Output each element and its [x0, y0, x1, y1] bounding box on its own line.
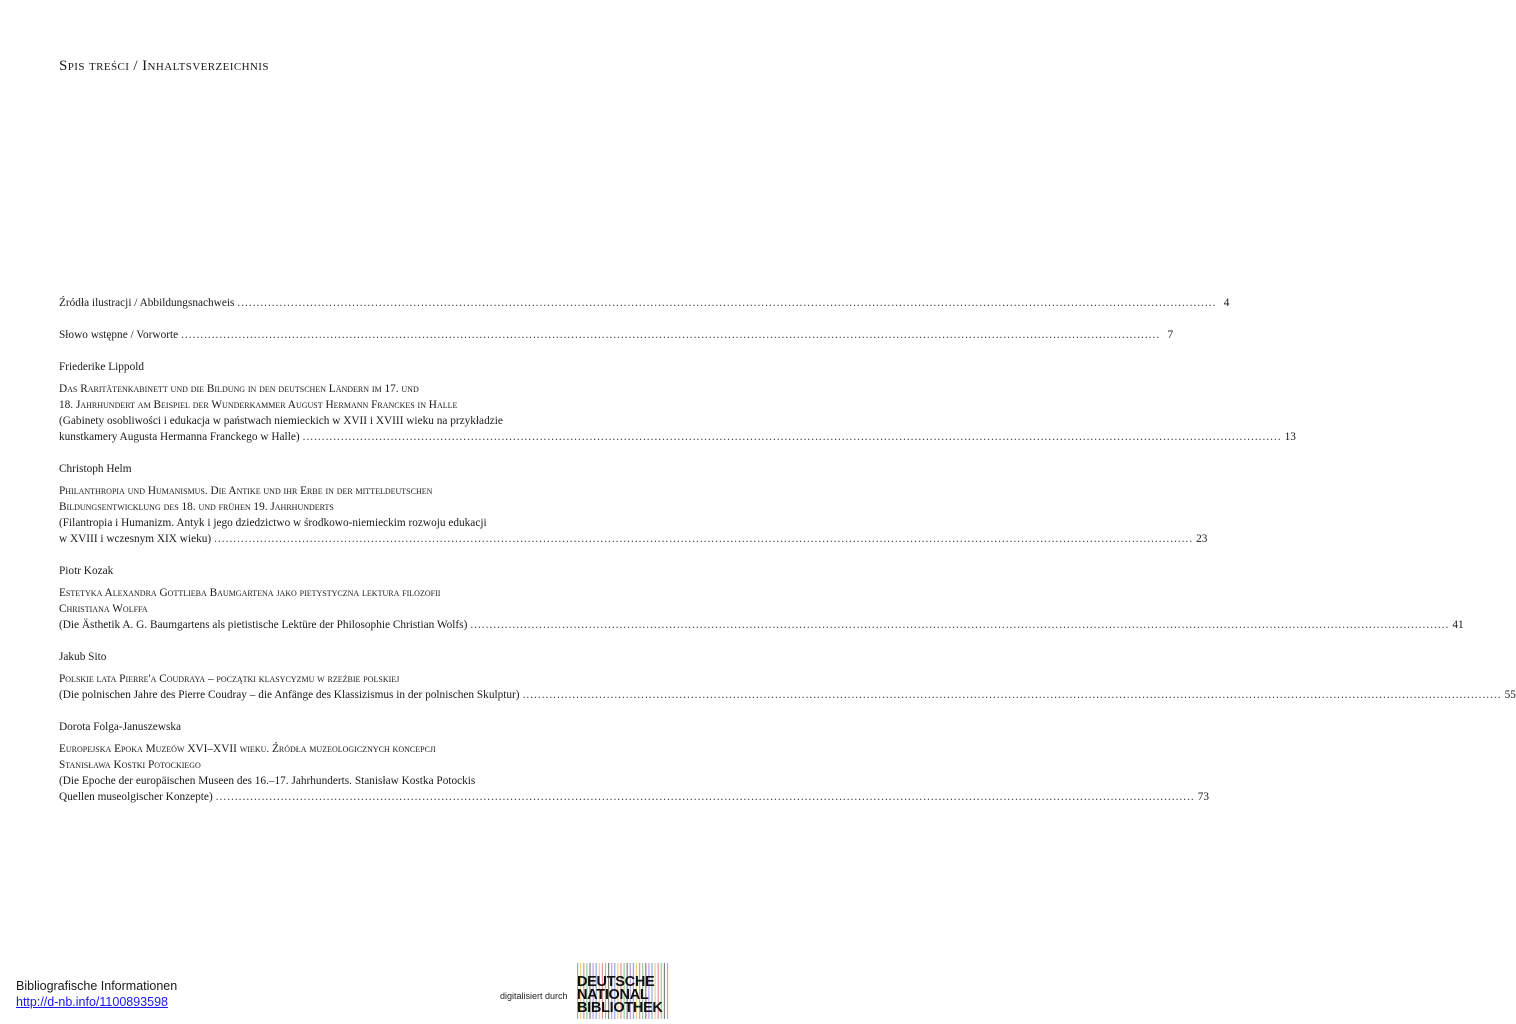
article-last-line-text: (Die polnischen Jahre des Pierre Coudray – die Anfänge des Klassizismus in der polnischen Skulptur): [59, 689, 520, 701]
toc-article[interactable]: [59, 359, 1296, 445]
dnb-logo: [575, 963, 671, 1019]
article-subtitle-line: (Die Epoche der europäischen Museen des 16.–17. Jahrhunderts. Stanisław Kostka Potockis: [59, 775, 476, 787]
toc-article[interactable]: [59, 719, 1210, 805]
article-author: Christoph Helm: [59, 463, 132, 475]
digitized-by-label: digitalisiert durch: [500, 991, 568, 1001]
article-title-line: Bildungsentwicklung des 18. und frühen 19. Jahrhunderts: [59, 501, 334, 513]
toc-article[interactable]: [59, 649, 1516, 703]
article-last-line-text: kunstkamery Augusta Hermanna Franckego w Halle): [59, 431, 300, 443]
article-page: 73: [1197, 791, 1210, 803]
toc-entry-page: 4: [1223, 297, 1230, 309]
article-last-line-text: Quellen museolgischer Konzepte): [59, 791, 213, 803]
article-title-line: Stanisława Kostki Potockiego: [59, 759, 201, 771]
toc-entry-page: 7: [1167, 329, 1174, 341]
toc-entry[interactable]: [59, 327, 1174, 343]
logo-line: BIBLIOTHEK: [577, 1000, 663, 1016]
dot-leader: [470, 617, 1449, 633]
article-page: 23: [1196, 533, 1208, 545]
article-title-line: Polskie lata Pierre'a Coudraya – początki klasycyzmu w rzeźbie polskiej: [59, 673, 400, 685]
article-title-line: Philanthropia und Humanismus. Die Antike und ihr Erbe in der mitteldeutschen: [59, 485, 433, 497]
logo-line: NATIONAL: [577, 987, 649, 1003]
article-author: Jakub Sito: [59, 651, 107, 663]
dot-leader: [181, 327, 1160, 343]
article-last-line-text: w XVIII i wczesnym XIX wieku): [59, 533, 212, 545]
dot-leader: [216, 789, 1195, 805]
dot-leader: [214, 531, 1193, 547]
toc-entry-title: Źródła ilustracji / Abbildungsnachweis: [59, 297, 235, 309]
toc-entry[interactable]: [59, 295, 1230, 311]
article-title-line: Das Raritätenkabinett und die Bildung in den deutschen Ländern im 17. und: [59, 383, 419, 395]
barcode-bar: [667, 963, 668, 1019]
article-page: 13: [1284, 431, 1296, 443]
article-title-line: 18. Jahrhundert am Beispiel der Wunderkammer August Hermann Franckes in Halle: [59, 399, 458, 411]
article-title-line: Europejska Epoka Muzeów XVI–XVII wieku. Źródła muzeologicznych koncepcji: [59, 743, 436, 755]
toc-article[interactable]: [59, 461, 1208, 547]
toc-article[interactable]: [59, 563, 1464, 633]
article-page: 41: [1452, 619, 1464, 631]
barcode-bar: [664, 963, 665, 1019]
article-list: [59, 359, 1516, 805]
article-author: Piotr Kozak: [59, 565, 114, 577]
bibliographic-info-label: Bibliografische Informationen: [16, 979, 178, 993]
article-title-line: Estetyka Alexandra Gottlieba Baumgartena jako pietystyczna lektura filozofii: [59, 587, 441, 599]
article-last-line: [59, 687, 1516, 703]
bibliographic-info-link[interactable]: http://d-nb.info/1100893598: [16, 995, 168, 1009]
article-last-line: [59, 429, 1296, 445]
article-subtitle-line: (Gabinety osobliwości i edukacja w państwach niemieckich w XVII i XVIII wieku na przykładzie: [59, 415, 503, 427]
dot-leader: [237, 295, 1216, 311]
toc-entry-title: Słowo wstępne / Vorworte: [59, 329, 179, 341]
bibliographic-info: [16, 978, 177, 1010]
article-author: Friederike Lippold: [59, 361, 145, 373]
article-last-line: [59, 789, 1210, 805]
article-title-line: Christiana Wolffa: [59, 603, 148, 615]
article-last-line: [59, 617, 1464, 633]
article-page: 55: [1504, 689, 1516, 701]
article-last-line-text: (Die Ästhetik A. G. Baumgartens als pietistische Lektüre der Philosophie Christian Wolfs): [59, 619, 468, 631]
table-of-contents: [59, 295, 1516, 805]
article-last-line: [59, 531, 1208, 547]
page-title: Spis treści / Inhaltsverzeichnis: [59, 58, 269, 74]
article-subtitle-line: (Filantropia i Humanizm. Antyk i jego dziedzictwo w środkowo-niemieckim rozwoju edukacji: [59, 517, 487, 529]
article-author: Dorota Folga-Januszewska: [59, 721, 182, 733]
dot-leader: [523, 687, 1502, 703]
logo-line: DEUTSCHE: [577, 974, 655, 990]
dot-leader: [303, 429, 1282, 445]
